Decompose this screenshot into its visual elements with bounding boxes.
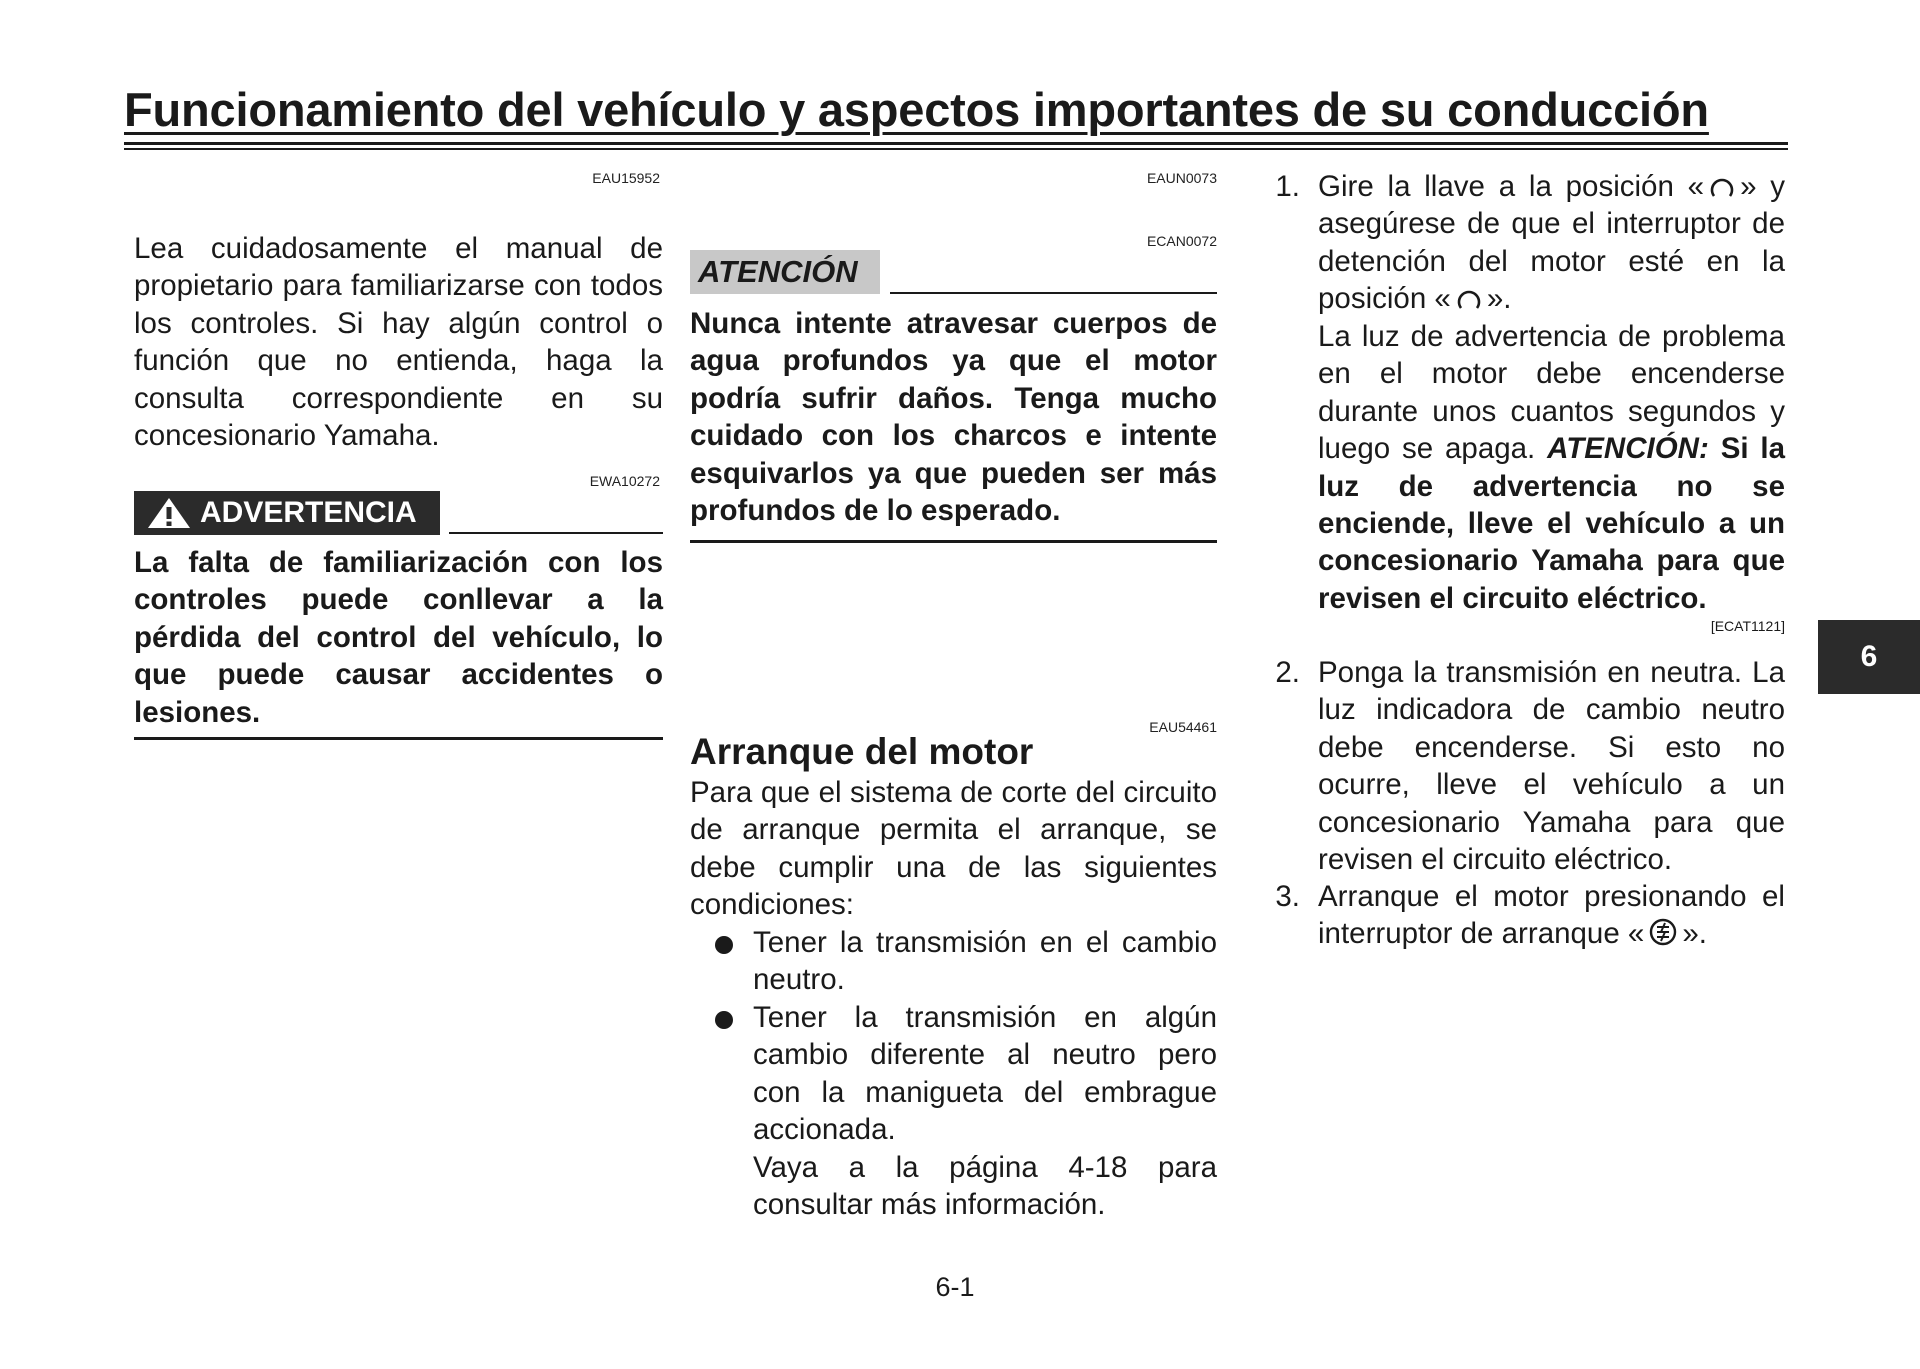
page-title: Funcionamiento del vehículo y aspectos importantes de su conducción (124, 83, 1709, 136)
step-1-detail-text: La luz de advertencia de problema en el motor debe encenderse durante unos cuantos segundos y luego se apaga. (1318, 320, 1785, 466)
warning-end-rule (134, 737, 663, 740)
step-number: 2. (1275, 656, 1300, 689)
ref-code: EAU54461 (1149, 719, 1217, 735)
step-number: 3. (1275, 880, 1300, 913)
attention-inline-label: ATENCIÓN: (1547, 432, 1709, 466)
step-3-text-a: Arranque el motor presionando el interruptor de arranque « (1318, 880, 1785, 951)
bullet-item: Tener la transmisión en algún cambio diferente al neutro pero con la manigueta del embrague accionada. (753, 1001, 1217, 1147)
ref-code: EWA10272 (589, 473, 660, 489)
step-1-detail (1318, 318, 1785, 635)
header-rule-thin (124, 148, 1788, 150)
page-number: 6-1 (935, 1272, 975, 1302)
warning-text: La falta de familiarización con los controles puede conllevar a la pérdida del control del vehículo, lo que puede causar accidentes o lesiones. (134, 546, 663, 729)
step-1 (1318, 168, 1785, 318)
ref-code: [ECAT1121] (1710, 618, 1785, 635)
bullet-note: Vaya a la página 4-18 para consultar más información. (753, 1151, 1217, 1222)
step-3-text-b: ». (1682, 917, 1707, 951)
engine-run-icon (1455, 284, 1483, 312)
notice-text: Nunca intente atravesar cuerpos de agua profundos ya que el motor podría sufrir daños. Tenga mucho cuidado con los charcos e intente esquivarlos ya que pueden ser más profundos de lo esperado. (690, 307, 1217, 528)
notice-rule (890, 292, 1217, 294)
bullet-icon (715, 1011, 733, 1029)
notice-label: ATENCIÓN (690, 250, 880, 294)
start-paragraph: Para que el sistema de corte del circuito de arranque permita el arranque, se debe cumplir una de las siguientes condiciones: (690, 776, 1217, 922)
section-tab: 6 (1818, 620, 1920, 694)
ref-code: EAUN0073 (1146, 170, 1217, 186)
ref-code: EAU15952 (592, 170, 660, 186)
step-1-text-b: » y asegúrese de que el interruptor de detención del motor esté en la posición « (1318, 170, 1785, 316)
step-2: Ponga la transmisión en neutra. La luz indicadora de cambio neutro debe encenderse. Si esto no ocurre, lleve el vehículo a un concesionario Yamaha para que revisen el circuito eléctrico. (1318, 656, 1785, 877)
warning-label: ADVERTENCIA (200, 496, 417, 529)
header-rule-thick (124, 142, 1788, 145)
warning-rule (449, 532, 663, 534)
step-1-text-c: ». (1486, 282, 1512, 316)
intro-paragraph: Lea cuidadosamente el manual de propietario para familiarizarse con todos los controles. Si hay algún control o función que no entienda, haga la consulta correspondiente en su concesionario Yamaha. (134, 232, 663, 453)
section-heading: Arranque del motor (690, 731, 1034, 772)
bullet-icon (715, 936, 733, 954)
ref-code: ECAN0072 (1146, 233, 1217, 249)
attention-inline-text: Si la luz de advertencia no se enciende, lleve el vehículo a un concesionario Yamaha para que revisen el circuito eléctrico. (1318, 432, 1786, 615)
notice-end-rule (690, 540, 1217, 543)
warning-label-box (134, 491, 440, 535)
bullet-item: Tener la transmisión en el cambio neutro. (753, 926, 1217, 997)
start-switch-icon (1648, 917, 1678, 947)
warning-triangle-icon (146, 496, 192, 530)
step-1-text-a: Gire la llave a la posición « (1318, 170, 1705, 203)
engine-run-icon (1708, 172, 1736, 200)
step-number: 1. (1275, 170, 1300, 203)
step-3 (1318, 878, 1785, 953)
